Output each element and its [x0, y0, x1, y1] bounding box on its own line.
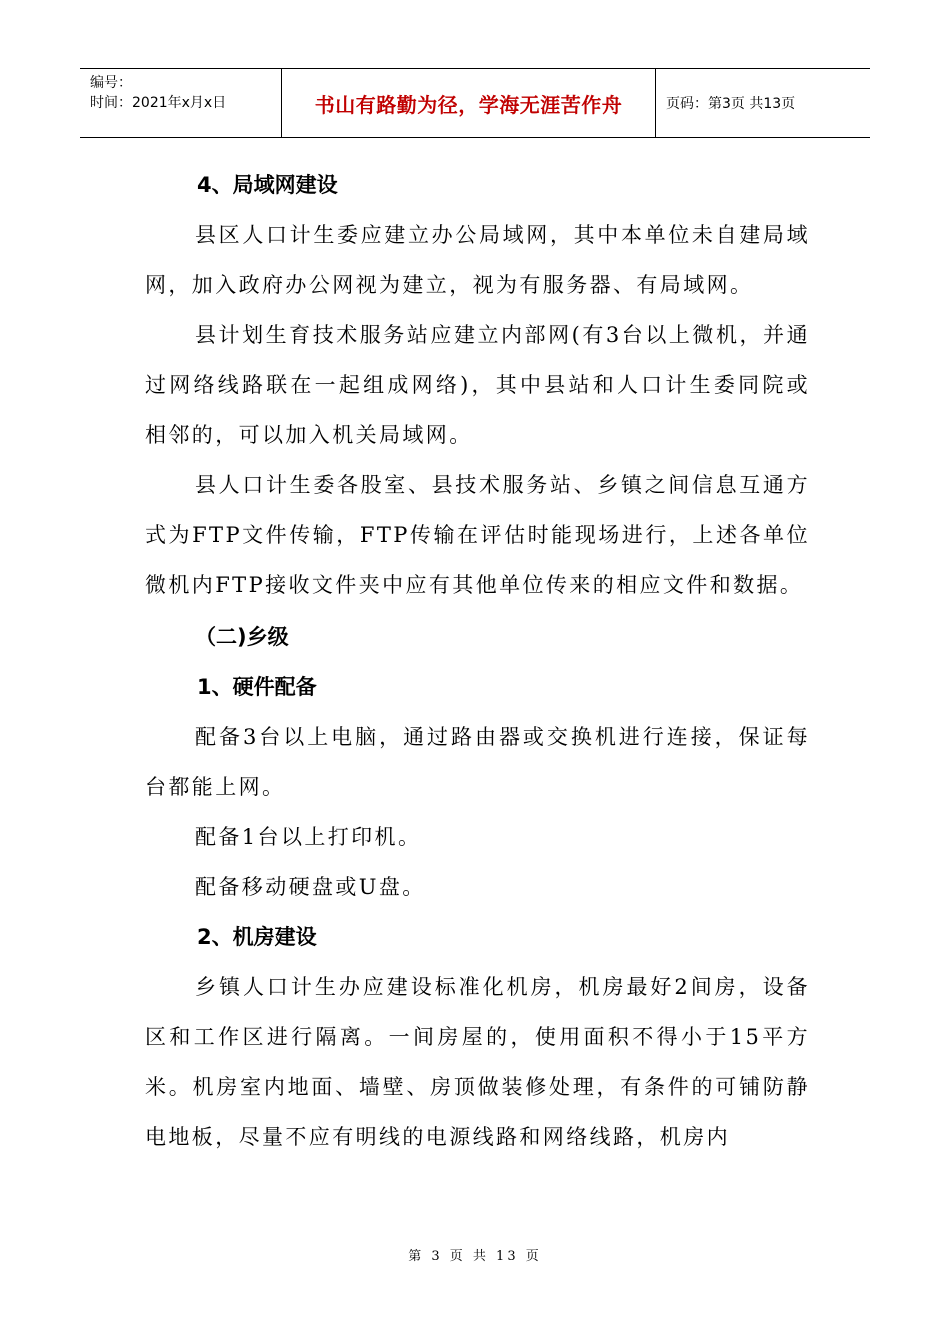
paragraph: 配备移动硬盘或U盘。: [195, 875, 426, 899]
header-page-info: 页码：第3页 共13页: [666, 96, 796, 112]
paragraph: 配备1台以上打印机。: [195, 825, 422, 849]
time-label: 时间：2021年x月x日: [90, 95, 227, 111]
section-heading: （二)乡级: [195, 625, 289, 649]
page-footer: 第 3 页 共 13 页: [408, 1249, 542, 1264]
paragraph: 配备3台以上电脑，通过路由器或交换机进行连接，保证每台都能上网。: [145, 725, 810, 799]
paragraph: 乡镇人口计生办应建设标准化机房，机房最好2间房，设备区和工作区进行隔离。一间房屋的，使用面积不得小于15平方米。机房室内地面、墙壁、房顶做装修处理，有条件的可铺防静电地板，尽量不应有明线的电源线路和网络线路，机房内: [145, 975, 810, 1149]
section-heading: 2、机房建设: [197, 925, 317, 949]
paragraph: 县人口计生委各股室、县技术服务站、乡镇之间信息互通方式为FTP文件传输，FTP传输在评估时能现场进行，上述各单位微机内FTP接收文件夹中应有其他单位传来的相应文件和数据。: [145, 473, 810, 597]
header-meta: [80, 69, 282, 137]
paragraph: 县计划生育技术服务站应建立内部网(有3台以上微机，并通过网络线路联在一起组成网络)，其中县站和人口计生委同院或相邻的，可以加入机关局域网。: [145, 323, 810, 447]
number-label: 编号：: [90, 75, 132, 91]
header-motto: 书山有路勤为径，学海无涯苦作舟: [282, 69, 656, 137]
document-body: [145, 160, 810, 1162]
page-header: [80, 68, 870, 138]
section-heading: 1、硬件配备: [197, 675, 317, 699]
paragraph: 县区人口计生委应建立办公局域网，其中本单位未自建局域网，加入政府办公网视为建立，视为有服务器、有局域网。: [145, 223, 810, 297]
section-heading: 4、局域网建设: [197, 173, 338, 197]
